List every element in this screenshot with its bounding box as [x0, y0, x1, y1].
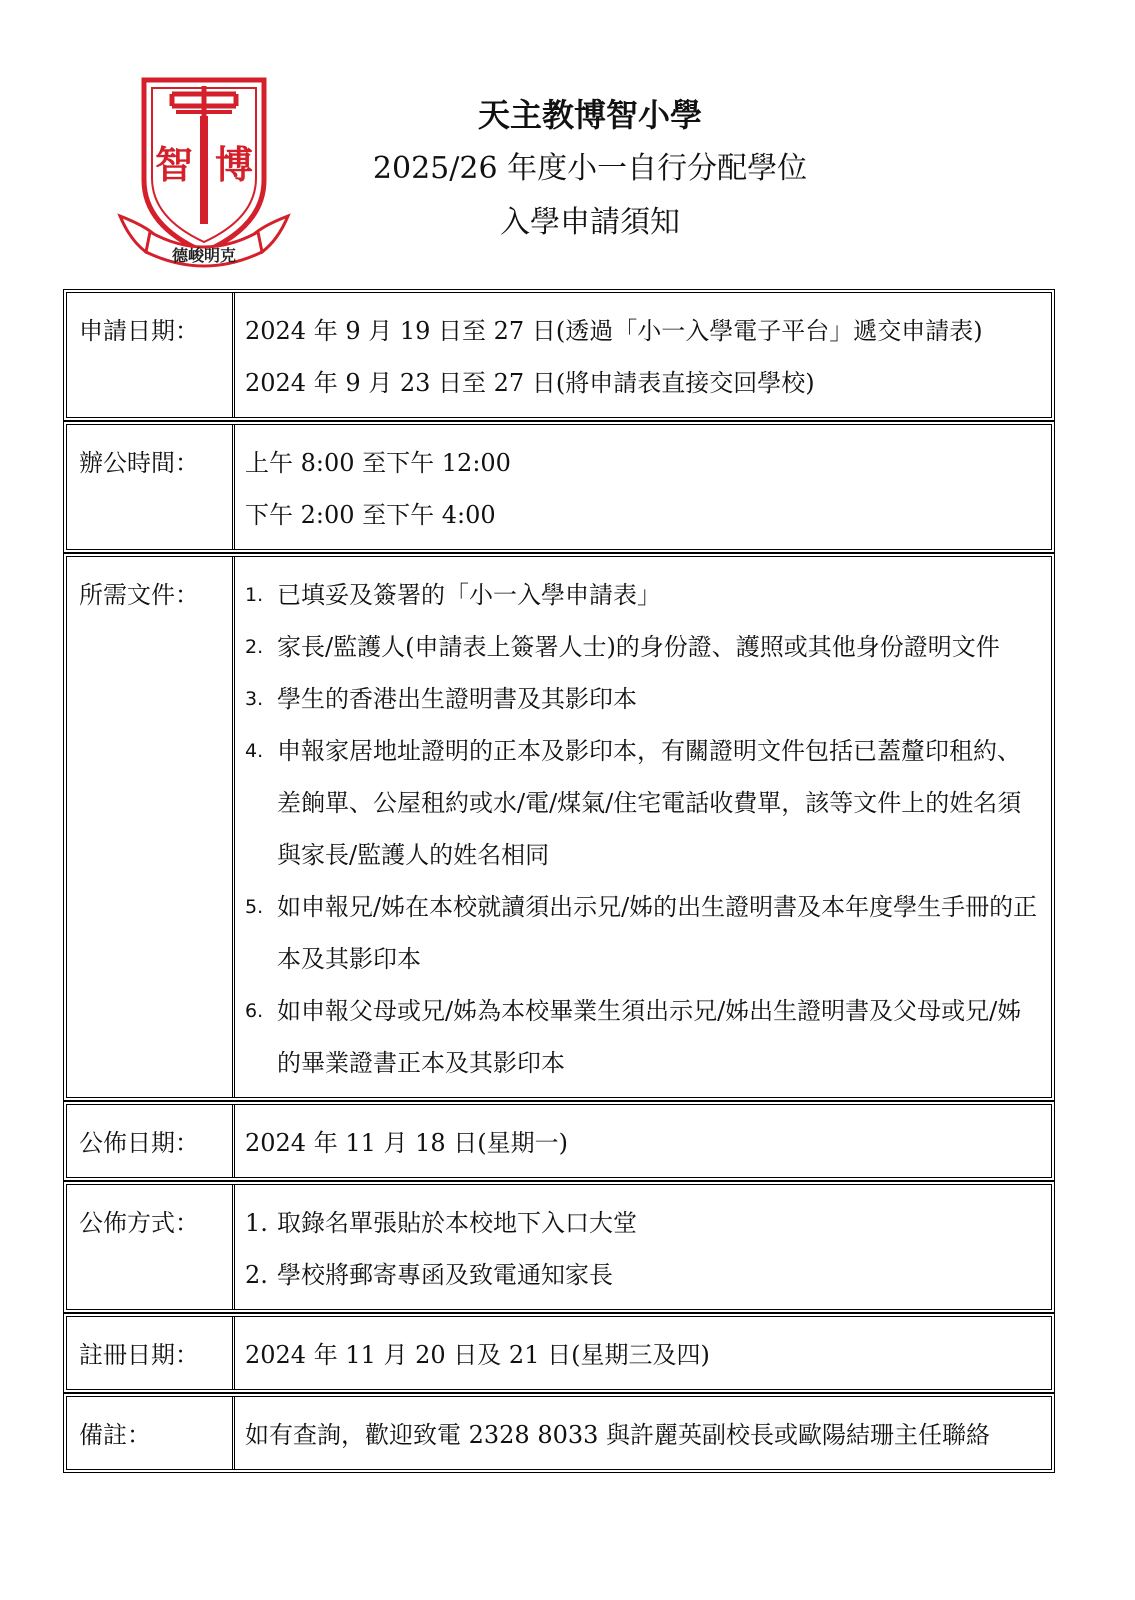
- list-item: [245, 985, 1043, 1089]
- row-registration-date: [66, 1316, 1052, 1390]
- school-name: 天主教博智小學: [477, 96, 702, 134]
- item-text: 如申報兄/姊在本校就讀須出示兄/姊的出生證明書及本年度學生手冊的正本及其影印本: [277, 893, 1038, 973]
- item-number: 2.: [245, 1261, 268, 1289]
- row-value: [235, 557, 1051, 1097]
- document-title: 入學申請須知: [500, 205, 680, 240]
- row-label: 所需文件：: [67, 557, 235, 1097]
- document-heading: [300, 88, 880, 250]
- item-number: 2.: [245, 636, 264, 658]
- item-number: 1.: [245, 1209, 268, 1237]
- apply-date-line: 2024 年 9 月 19 日至 27 日(透過「小一入學電子平台」遞交申請表): [245, 317, 983, 345]
- row-value: [235, 425, 1051, 549]
- row-value: [235, 1317, 1051, 1389]
- row-label: 註冊日期：: [67, 1317, 235, 1389]
- row-announcement-method: [66, 1184, 1052, 1310]
- office-hours-line: 下午 2:00 至下午 4:00: [245, 501, 496, 529]
- item-number: 1.: [245, 584, 264, 606]
- crest-motto: 德峻明克: [171, 246, 237, 265]
- crest-char-right: 博: [214, 143, 254, 187]
- row-application-date: [66, 292, 1052, 418]
- row-required-documents: [66, 556, 1052, 1098]
- remarks-value: 如有查詢，歡迎致電 2328 8033 與許麗英副校長或歐陽結珊主任聯絡: [245, 1421, 991, 1449]
- item-text: 學生的香港出生證明書及其影印本: [277, 685, 637, 713]
- list-item: [245, 1197, 1043, 1249]
- list-item: [245, 621, 1043, 673]
- crest-char-left: 智: [154, 143, 194, 187]
- registration-date-value: 2024 年 11 月 20 日及 21 日(星期三及四): [245, 1341, 710, 1369]
- apply-date-line: 2024 年 9 月 23 日至 27 日(將申請表直接交回學校): [245, 369, 815, 397]
- office-hours-line: 上午 8:00 至下午 12:00: [245, 449, 511, 477]
- row-value: [235, 1185, 1051, 1309]
- row-announcement-date: [66, 1104, 1052, 1178]
- list-item: [245, 881, 1043, 985]
- item-number: 4.: [245, 740, 264, 762]
- list-item: [245, 569, 1043, 621]
- document-subtitle: 2025/26 年度小一自行分配學位: [372, 151, 808, 186]
- item-number: 6.: [245, 1000, 264, 1022]
- school-crest-logo: [116, 76, 292, 268]
- row-remarks: [66, 1396, 1052, 1470]
- item-text: 學校將郵寄專函及致電通知家長: [277, 1261, 613, 1289]
- list-item: [245, 725, 1043, 881]
- list-item: [245, 673, 1043, 725]
- list-item: [245, 1249, 1043, 1301]
- row-label: 備註：: [67, 1397, 235, 1469]
- item-text: 如申報父母或兄/姊為本校畢業生須出示兄/姊出生證明書及父母或兄/姊的畢業證書正本及其影印本: [277, 997, 1022, 1077]
- row-value: [235, 1397, 1051, 1469]
- item-number: 5.: [245, 896, 264, 918]
- item-number: 3.: [245, 688, 264, 710]
- info-table: [66, 292, 1052, 1476]
- item-text: 已填妥及簽署的「小一入學申請表」: [277, 581, 661, 609]
- row-office-hours: [66, 424, 1052, 550]
- announcement-date-value: 2024 年 11 月 18 日(星期一): [245, 1129, 569, 1157]
- row-label: 辦公時間：: [67, 425, 235, 549]
- row-value: [235, 1105, 1051, 1177]
- item-text: 取錄名單張貼於本校地下入口大堂: [277, 1209, 637, 1237]
- row-label: 公佈日期：: [67, 1105, 235, 1177]
- item-text: 家長/監護人(申請表上簽署人士)的身份證、護照或其他身份證明文件: [277, 633, 1000, 661]
- item-text: 申報家居地址證明的正本及影印本，有關證明文件包括已蓋釐印租約、差餉單、公屋租約或水/電/煤氣/住宅電話收費單，該等文件上的姓名須與家長/監護人的姓名相同: [277, 737, 1022, 869]
- row-label: 申請日期：: [67, 293, 235, 417]
- row-value: [235, 293, 1051, 417]
- row-label: 公佈方式：: [67, 1185, 235, 1309]
